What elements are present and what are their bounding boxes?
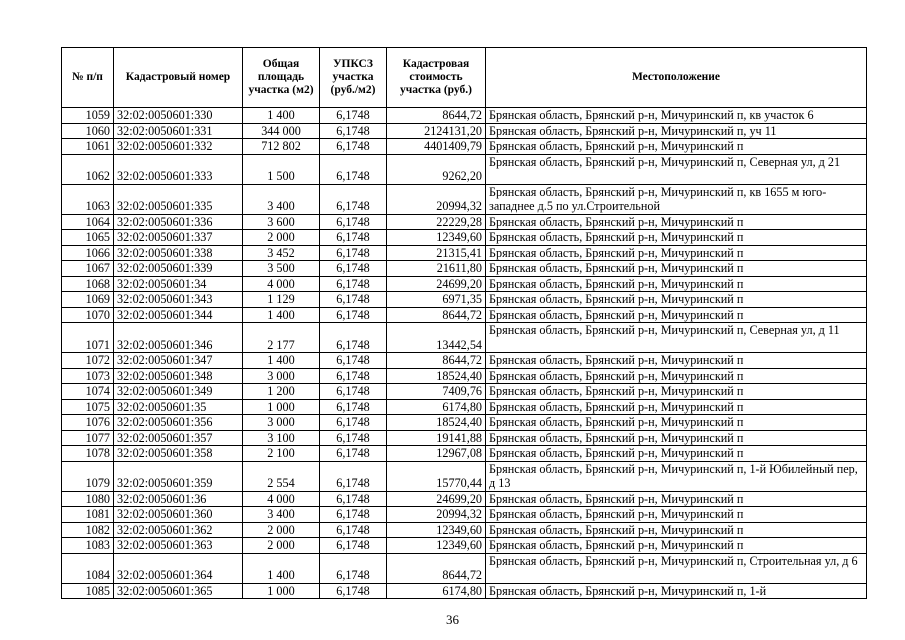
table-row [62, 108, 867, 124]
upksz-value: 6,1748 [320, 583, 387, 599]
cadastral-cost: 24699,20 [387, 491, 486, 507]
location: Брянская область, Брянский р-н, Мичуринский п [486, 384, 867, 400]
page-number: 36 [446, 612, 459, 627]
area-value: 1 400 [243, 553, 320, 583]
upksz-value: 6,1748 [320, 446, 387, 462]
location: Брянская область, Брянский р-н, Мичуринский п [486, 230, 867, 246]
location: Брянская область, Брянский р-н, Мичуринский п [486, 139, 867, 155]
cadastral-number: 32:02:0050601:335 [114, 184, 243, 214]
location: Брянская область, Брянский р-н, Мичуринский п [486, 415, 867, 431]
row-number: 1077 [62, 430, 114, 446]
row-number: 1060 [62, 123, 114, 139]
area-value: 4 000 [243, 491, 320, 507]
upksz-value: 6,1748 [320, 399, 387, 415]
table-row [62, 399, 867, 415]
area-value: 1 400 [243, 108, 320, 124]
location: Брянская область, Брянский р-н, Мичуринский п [486, 292, 867, 308]
location: Брянская область, Брянский р-н, Мичуринский п [486, 245, 867, 261]
location: Брянская область, Брянский р-н, Мичуринский п [486, 507, 867, 523]
table-row [62, 245, 867, 261]
cadastral-cost: 9262,20 [387, 154, 486, 184]
area-value: 1 400 [243, 353, 320, 369]
location: Брянская область, Брянский р-н, Мичуринский п [486, 522, 867, 538]
upksz-value: 6,1748 [320, 507, 387, 523]
table-row [62, 261, 867, 277]
table-row [62, 307, 867, 323]
header-upksz: УПКСЗ участка (руб./м2) [320, 48, 387, 108]
row-number: 1065 [62, 230, 114, 246]
upksz-value: 6,1748 [320, 553, 387, 583]
table-row [62, 491, 867, 507]
cadastral-cost: 20994,32 [387, 507, 486, 523]
location: Брянская область, Брянский р-н, Мичуринский п [486, 538, 867, 554]
area-value: 3 000 [243, 415, 320, 431]
upksz-value: 6,1748 [320, 384, 387, 400]
cadastral-number: 32:02:0050601:343 [114, 292, 243, 308]
location: Брянская область, Брянский р-н, Мичуринский п [486, 307, 867, 323]
cadastral-cost: 22229,28 [387, 214, 486, 230]
cadastral-number: 32:02:0050601:346 [114, 323, 243, 353]
upksz-value: 6,1748 [320, 139, 387, 155]
row-number: 1084 [62, 553, 114, 583]
cadastral-number: 32:02:0050601:363 [114, 538, 243, 554]
table-row [62, 446, 867, 462]
cadastral-cost: 8644,72 [387, 353, 486, 369]
table-body [62, 108, 867, 599]
row-number: 1069 [62, 292, 114, 308]
row-number: 1063 [62, 184, 114, 214]
location: Брянская область, Брянский р-н, Мичуринский п [486, 261, 867, 277]
header-cadastral-cost: Кадастровая стоимость участка (руб.) [387, 48, 486, 108]
cadastral-number: 32:02:0050601:338 [114, 245, 243, 261]
area-value: 2 000 [243, 538, 320, 554]
cadastral-number: 32:02:0050601:360 [114, 507, 243, 523]
row-number: 1081 [62, 507, 114, 523]
cadastral-cost: 8644,72 [387, 553, 486, 583]
upksz-value: 6,1748 [320, 276, 387, 292]
location: Брянская область, Брянский р-н, Мичуринский п, 1-й Юбилейный пер, д 13 [486, 461, 867, 491]
upksz-value: 6,1748 [320, 368, 387, 384]
cadastral-cost: 18524,40 [387, 368, 486, 384]
table-row [62, 139, 867, 155]
row-number: 1080 [62, 491, 114, 507]
cadastral-cost: 6971,35 [387, 292, 486, 308]
cadastral-cost: 8644,72 [387, 307, 486, 323]
row-number: 1072 [62, 353, 114, 369]
cadastral-cost: 13442,54 [387, 323, 486, 353]
row-number: 1068 [62, 276, 114, 292]
location: Брянская область, Брянский р-н, Мичуринский п [486, 214, 867, 230]
upksz-value: 6,1748 [320, 430, 387, 446]
cadastral-cost: 20994,32 [387, 184, 486, 214]
row-number: 1073 [62, 368, 114, 384]
cadastral-cost: 12349,60 [387, 230, 486, 246]
area-value: 1 500 [243, 154, 320, 184]
location: Брянская область, Брянский р-н, Мичуринский п [486, 353, 867, 369]
upksz-value: 6,1748 [320, 230, 387, 246]
table-row [62, 123, 867, 139]
location: Брянская область, Брянский р-н, Мичуринский п, кв 1655 м юго-западнее д.5 по ул.Строительной [486, 184, 867, 214]
table-row [62, 292, 867, 308]
row-number: 1062 [62, 154, 114, 184]
cadastral-cost: 19141,88 [387, 430, 486, 446]
upksz-value: 6,1748 [320, 461, 387, 491]
upksz-value: 6,1748 [320, 323, 387, 353]
cadastral-cost: 12967,08 [387, 446, 486, 462]
area-value: 1 200 [243, 384, 320, 400]
cadastral-number: 32:02:0050601:332 [114, 139, 243, 155]
row-number: 1061 [62, 139, 114, 155]
area-value: 3 600 [243, 214, 320, 230]
location: Брянская область, Брянский р-н, Мичуринский п [486, 446, 867, 462]
cadastral-cost: 24699,20 [387, 276, 486, 292]
area-value: 2 000 [243, 522, 320, 538]
row-number: 1071 [62, 323, 114, 353]
area-value: 3 400 [243, 184, 320, 214]
location: Брянская область, Брянский р-н, Мичуринский п [486, 368, 867, 384]
area-value: 2 554 [243, 461, 320, 491]
cadastral-cost: 6174,80 [387, 399, 486, 415]
upksz-value: 6,1748 [320, 261, 387, 277]
row-number: 1083 [62, 538, 114, 554]
upksz-value: 6,1748 [320, 307, 387, 323]
cadastral-cost: 18524,40 [387, 415, 486, 431]
table-row [62, 415, 867, 431]
location: Брянская область, Брянский р-н, Мичуринский п, Строительная ул, д 6 [486, 553, 867, 583]
upksz-value: 6,1748 [320, 108, 387, 124]
cadastral-cost: 21315,41 [387, 245, 486, 261]
table-header-row [62, 48, 867, 108]
upksz-value: 6,1748 [320, 292, 387, 308]
area-value: 1 000 [243, 583, 320, 599]
row-number: 1064 [62, 214, 114, 230]
area-value: 344 000 [243, 123, 320, 139]
cadastral-cost: 7409,76 [387, 384, 486, 400]
location: Брянская область, Брянский р-н, Мичуринский п, Северная ул, д 21 [486, 154, 867, 184]
cadastral-number: 32:02:0050601:339 [114, 261, 243, 277]
header-area: Общая площадь участка (м2) [243, 48, 320, 108]
area-value: 4 000 [243, 276, 320, 292]
table-row [62, 184, 867, 214]
row-number: 1067 [62, 261, 114, 277]
cadastral-number: 32:02:0050601:34 [114, 276, 243, 292]
cadastral-cost: 6174,80 [387, 583, 486, 599]
area-value: 2 177 [243, 323, 320, 353]
area-value: 3 500 [243, 261, 320, 277]
area-value: 3 000 [243, 368, 320, 384]
cadastral-cost: 21611,80 [387, 261, 486, 277]
table-row [62, 553, 867, 583]
upksz-value: 6,1748 [320, 538, 387, 554]
row-number: 1078 [62, 446, 114, 462]
location: Брянская область, Брянский р-н, Мичуринский п, Северная ул, д 11 [486, 323, 867, 353]
cadastral-number: 32:02:0050601:35 [114, 399, 243, 415]
cadastral-cost: 8644,72 [387, 108, 486, 124]
upksz-value: 6,1748 [320, 154, 387, 184]
header-location: Местоположение [486, 48, 867, 108]
header-cadastral-number: Кадастровый номер [114, 48, 243, 108]
row-number: 1070 [62, 307, 114, 323]
area-value: 2 100 [243, 446, 320, 462]
cadastral-number: 32:02:0050601:357 [114, 430, 243, 446]
table-row [62, 522, 867, 538]
row-number: 1082 [62, 522, 114, 538]
table-row [62, 430, 867, 446]
area-value: 3 400 [243, 507, 320, 523]
location: Брянская область, Брянский р-н, Мичуринский п, 1-й [486, 583, 867, 599]
row-number: 1085 [62, 583, 114, 599]
upksz-value: 6,1748 [320, 522, 387, 538]
cadastral-number: 32:02:0050601:36 [114, 491, 243, 507]
table-row [62, 538, 867, 554]
cadastral-cost: 4401409,79 [387, 139, 486, 155]
row-number: 1076 [62, 415, 114, 431]
table-row [62, 353, 867, 369]
upksz-value: 6,1748 [320, 353, 387, 369]
cadastral-cost: 12349,60 [387, 522, 486, 538]
cadastral-number: 32:02:0050601:333 [114, 154, 243, 184]
table-row [62, 384, 867, 400]
upksz-value: 6,1748 [320, 491, 387, 507]
table-row [62, 214, 867, 230]
area-value: 3 100 [243, 430, 320, 446]
cadastral-number: 32:02:0050601:347 [114, 353, 243, 369]
upksz-value: 6,1748 [320, 184, 387, 214]
upksz-value: 6,1748 [320, 214, 387, 230]
cadastral-number: 32:02:0050601:336 [114, 214, 243, 230]
cadastral-cost: 12349,60 [387, 538, 486, 554]
table-row [62, 507, 867, 523]
table-row [62, 230, 867, 246]
table-row [62, 461, 867, 491]
header-number: № п/п [62, 48, 114, 108]
upksz-value: 6,1748 [320, 123, 387, 139]
row-number: 1059 [62, 108, 114, 124]
area-value: 3 452 [243, 245, 320, 261]
location: Брянская область, Брянский р-н, Мичуринский п, уч 11 [486, 123, 867, 139]
row-number: 1074 [62, 384, 114, 400]
area-value: 2 000 [243, 230, 320, 246]
cadastral-number: 32:02:0050601:364 [114, 553, 243, 583]
cadastral-table [61, 47, 867, 599]
row-number: 1066 [62, 245, 114, 261]
table-row [62, 583, 867, 599]
row-number: 1075 [62, 399, 114, 415]
table-row [62, 368, 867, 384]
area-value: 1 129 [243, 292, 320, 308]
upksz-value: 6,1748 [320, 415, 387, 431]
cadastral-number: 32:02:0050601:356 [114, 415, 243, 431]
cadastral-number: 32:02:0050601:344 [114, 307, 243, 323]
cadastral-number: 32:02:0050601:358 [114, 446, 243, 462]
cadastral-number: 32:02:0050601:330 [114, 108, 243, 124]
row-number: 1079 [62, 461, 114, 491]
cadastral-number: 32:02:0050601:337 [114, 230, 243, 246]
table-row [62, 276, 867, 292]
cadastral-number: 32:02:0050601:348 [114, 368, 243, 384]
location: Брянская область, Брянский р-н, Мичуринский п [486, 276, 867, 292]
table-row [62, 323, 867, 353]
table-row [62, 154, 867, 184]
cadastral-cost: 15770,44 [387, 461, 486, 491]
cadastral-number: 32:02:0050601:362 [114, 522, 243, 538]
cadastral-number: 32:02:0050601:349 [114, 384, 243, 400]
cadastral-number: 32:02:0050601:359 [114, 461, 243, 491]
cadastral-cost: 2124131,20 [387, 123, 486, 139]
location: Брянская область, Брянский р-н, Мичуринский п [486, 399, 867, 415]
location: Брянская область, Брянский р-н, Мичуринский п, кв участок 6 [486, 108, 867, 124]
area-value: 712 802 [243, 139, 320, 155]
cadastral-number: 32:02:0050601:365 [114, 583, 243, 599]
location: Брянская область, Брянский р-н, Мичуринский п [486, 491, 867, 507]
cadastral-number: 32:02:0050601:331 [114, 123, 243, 139]
upksz-value: 6,1748 [320, 245, 387, 261]
area-value: 1 000 [243, 399, 320, 415]
location: Брянская область, Брянский р-н, Мичуринский п [486, 430, 867, 446]
area-value: 1 400 [243, 307, 320, 323]
